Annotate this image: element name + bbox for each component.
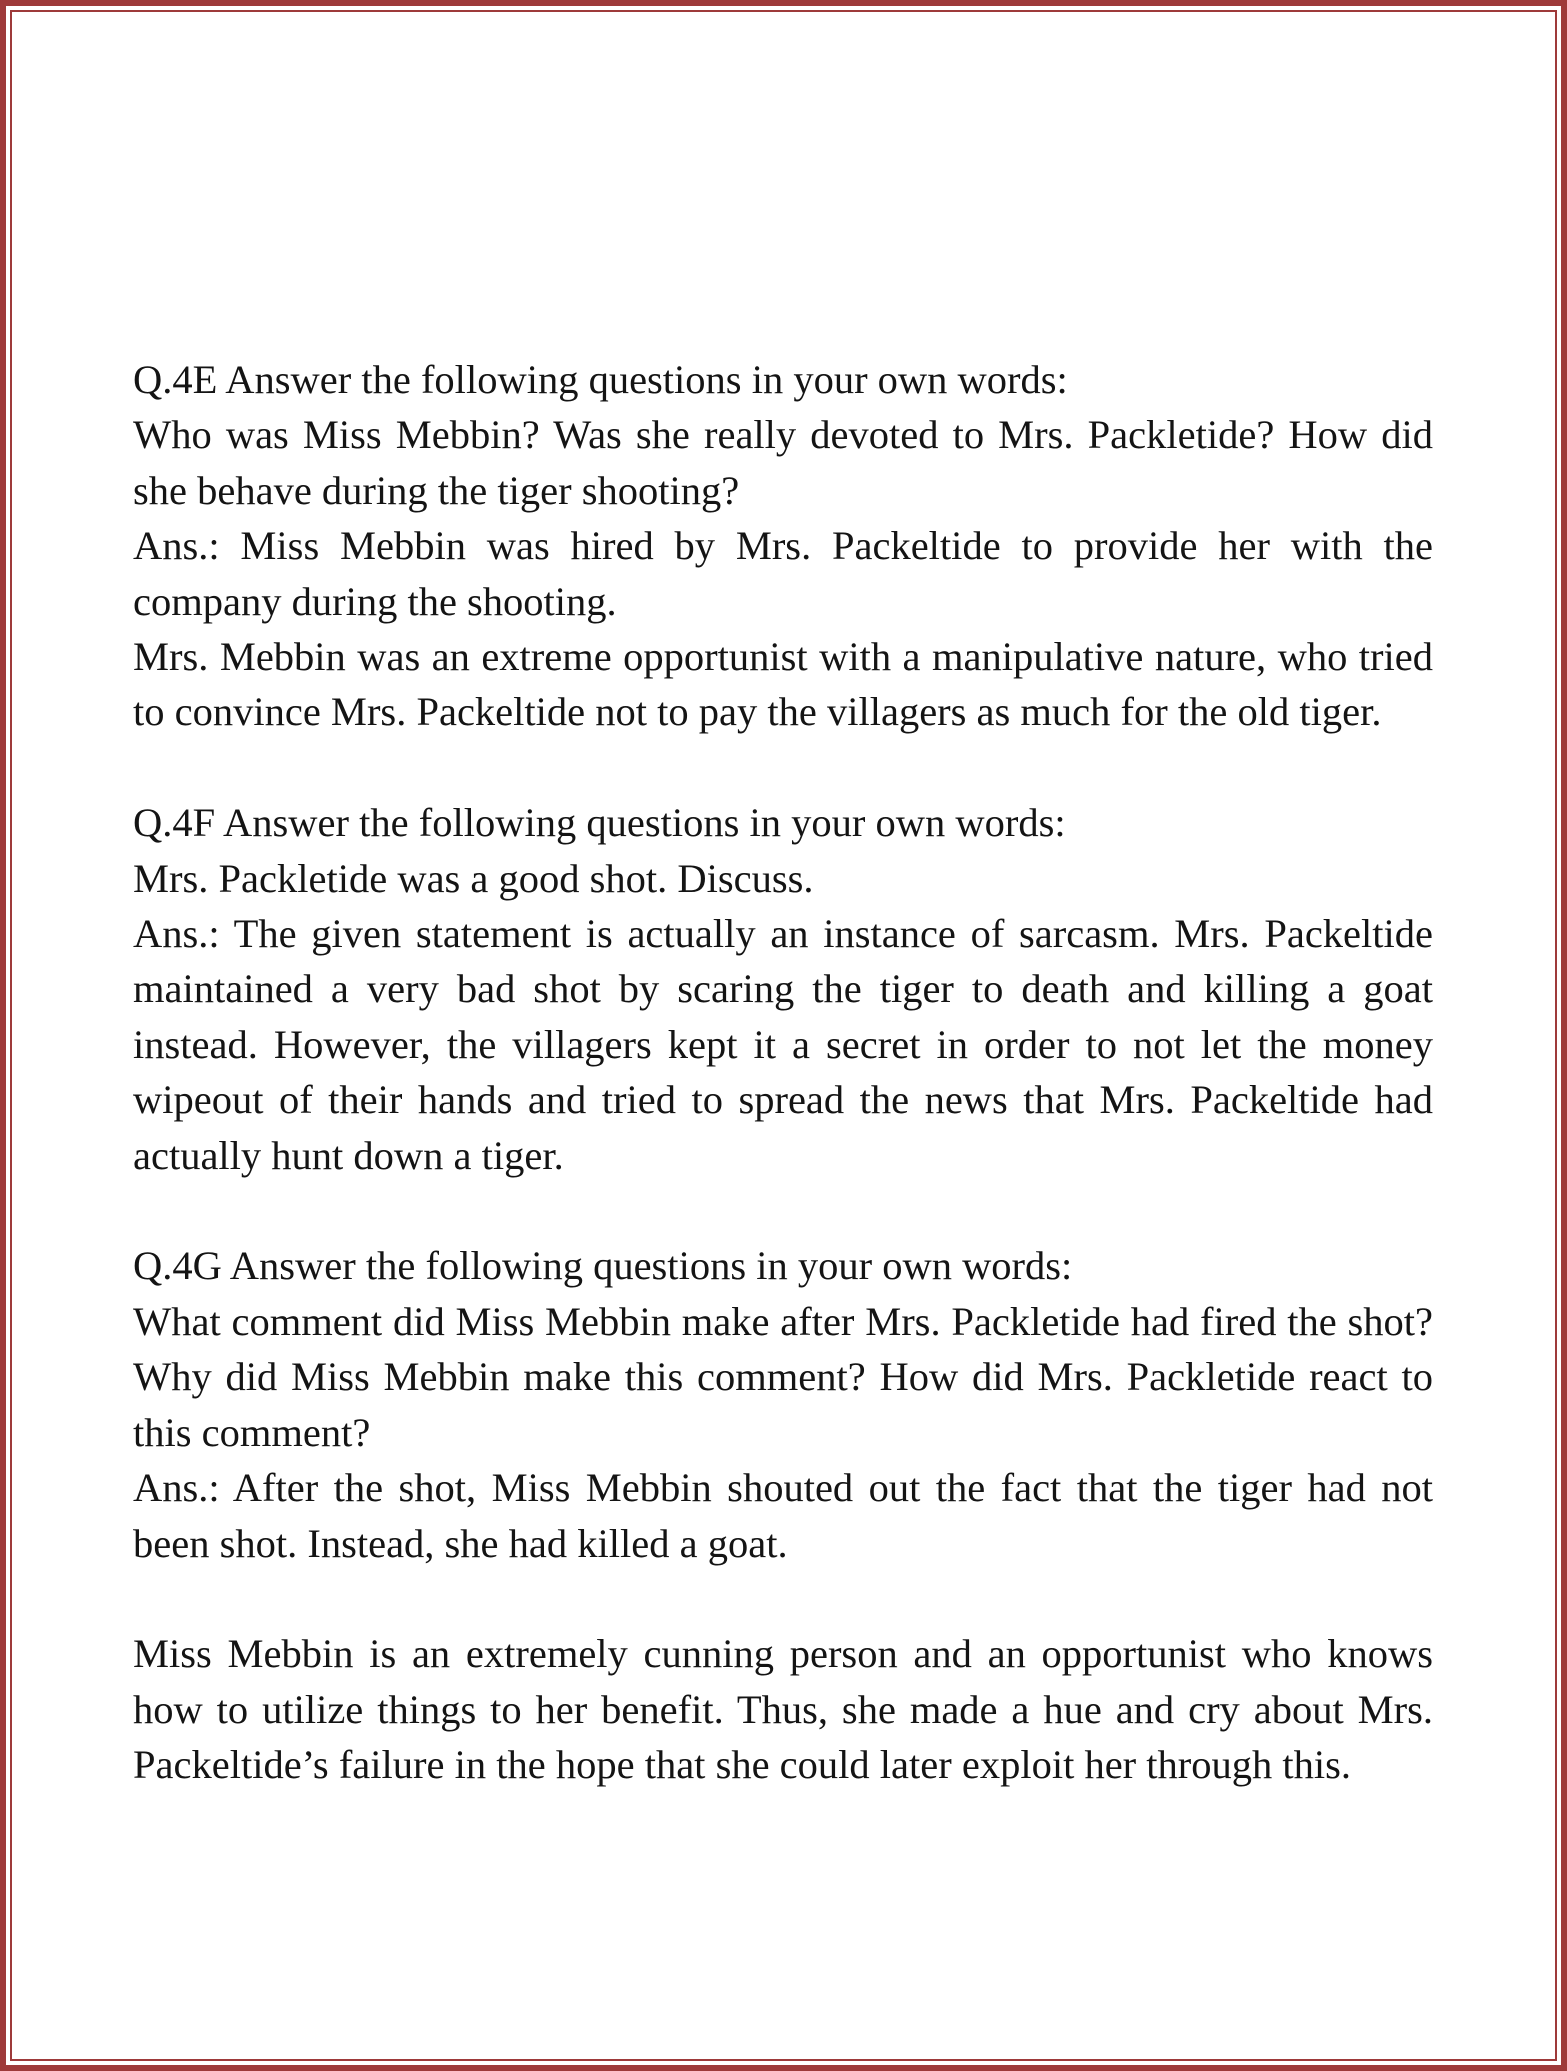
answer-text: Ans.: Miss Mebbin was hired by Mrs. Packeltide to provide her with the company during the shooting. <box>133 523 1433 624</box>
paragraph-gap <box>133 1571 1433 1626</box>
question-heading: Q.4F Answer the following questions in your own words: <box>133 800 1066 846</box>
question-block-4f <box>133 795 1433 1183</box>
question-text: What comment did Miss Mebbin make after Mrs. Packletide had fired the shot? Why did Miss Mebbin make this comment? How did Mrs. Packletide react to this comment? <box>133 1298 1433 1455</box>
answer-text: Mrs. Mebbin was an extreme opportunist with a manipulative nature, who tried to convince Mrs. Packeltide not to pay the villagers as much for the old tiger. <box>133 634 1433 735</box>
question-text: Who was Miss Mebbin? Was she really devoted to Mrs. Packletide? How did she behave during the tiger shooting? <box>133 412 1433 513</box>
question-text: Mrs. Packletide was a good shot. Discuss. <box>133 855 814 901</box>
answer-extra-text: Miss Mebbin is an extremely cunning person and an opportunist who knows how to utilize things to her benefit. Thus, she made a hue and cry about Mrs. Packeltide’s failure in the hope that she could later exploit her through this. <box>133 1631 1433 1788</box>
document-body <box>133 352 1433 1793</box>
question-block-4g <box>133 1238 1433 1792</box>
question-block-4e <box>133 352 1433 740</box>
answer-text: Ans.: The given statement is actually an instance of sarcasm. Mrs. Packeltide maintained a very bad shot by scaring the tiger to death and killing a goat instead. However, the villagers kept it a secret in order to not let the money wipeout of their hands and tried to spread the news that Mrs. Packeltide had actually hunt down a tiger. <box>133 911 1433 1178</box>
answer-text: Ans.: After the shot, Miss Mebbin shouted out the fact that the tiger had not been shot. Instead, she had killed a goat. <box>133 1465 1433 1566</box>
question-heading: Q.4E Answer the following questions in your own words: <box>133 357 1068 402</box>
question-heading: Q.4G Answer the following questions in your own words: <box>133 1243 1073 1289</box>
